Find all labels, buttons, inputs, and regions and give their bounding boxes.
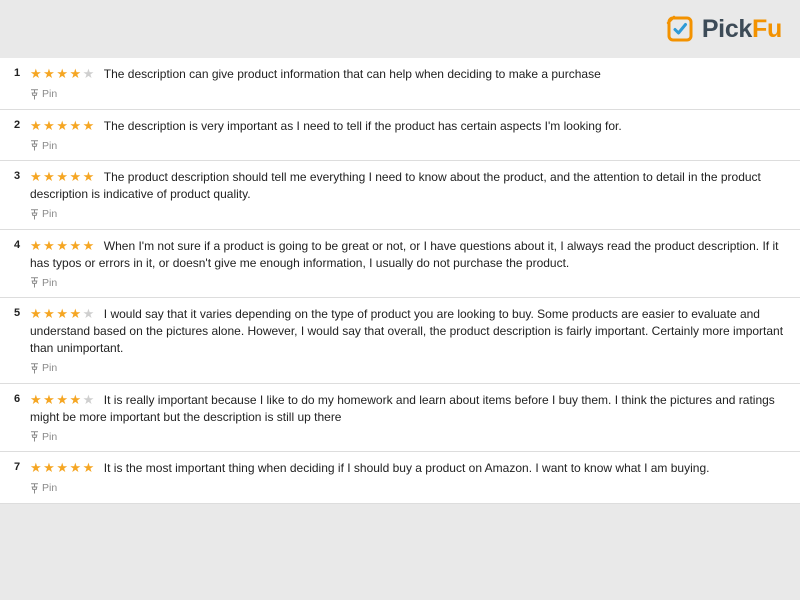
- response-text: It is really important because I like to do my homework and learn about items before I buy them. I think the pictures and ratings might be more important but the description is still up there: [30, 392, 775, 424]
- star-icon: ★: [30, 237, 44, 253]
- pin-label: Pin: [42, 208, 58, 220]
- pin-icon: [30, 89, 39, 100]
- star-icon: ★: [43, 117, 57, 133]
- star-icon: ★: [30, 460, 44, 475]
- response-content: [30, 66, 786, 83]
- response-content: [30, 169, 786, 203]
- star-rating: [30, 118, 96, 134]
- response-body: [30, 306, 786, 377]
- star-rating: [30, 306, 96, 322]
- pin-button[interactable]: [30, 277, 57, 289]
- pin-button[interactable]: [30, 362, 57, 374]
- star-icon: ★: [69, 169, 83, 184]
- star-icon: ★: [69, 66, 83, 81]
- star-icon: ★: [69, 237, 83, 253]
- response-content: [30, 118, 786, 135]
- pin-icon: [30, 431, 39, 442]
- pin-button[interactable]: [30, 140, 57, 152]
- response-text: The description can give product information that can help when deciding to make a purchase: [103, 67, 601, 81]
- star-icon: ★: [82, 306, 96, 321]
- star-icon: ★: [30, 391, 44, 407]
- pin-label: Pin: [42, 139, 58, 152]
- brand-name-part2: Fu: [752, 14, 782, 43]
- pin-button[interactable]: [30, 88, 57, 100]
- pin-button[interactable]: [30, 482, 57, 494]
- response-text: When I'm not sure if a product is going to be great or not, or I have questions about it, I always read the product description. If it has typos or errors in it, or doesn't give me enough information, I usually do not purchase the product.: [30, 238, 779, 270]
- star-icon: ★: [56, 237, 70, 253]
- star-icon: ★: [43, 169, 57, 184]
- pin-label: Pin: [42, 276, 58, 289]
- star-icon: ★: [82, 169, 96, 184]
- response-body: [30, 392, 786, 446]
- response-index: 6: [14, 392, 21, 405]
- star-icon: ★: [43, 460, 57, 475]
- star-rating: [30, 392, 96, 408]
- response-index: 4: [14, 238, 21, 251]
- response-text: The product description should tell me everything I need to know about the product, and the attention to detail in the product description is indicative of product quality.: [30, 170, 761, 201]
- star-rating: [30, 238, 96, 254]
- response-index: 1: [14, 67, 21, 79]
- response-body: [30, 460, 786, 497]
- star-icon: ★: [56, 306, 70, 321]
- brand-name-part1: Pick: [701, 14, 753, 43]
- star-icon: ★: [82, 460, 96, 475]
- brand-logo[interactable]: [665, 14, 782, 44]
- pin-label: Pin: [42, 88, 58, 100]
- star-icon: ★: [56, 460, 70, 475]
- response-body: [30, 169, 786, 223]
- response-text: I would say that it varies depending on the type of product you are looking to buy. Some products are easier to evaluate and understand based on the pictures alone. However, I would say that overall, the product description is fairly important. Certainly more important than unimportant.: [30, 307, 784, 355]
- star-icon: ★: [56, 391, 70, 407]
- star-rating: [30, 460, 96, 476]
- response-row: [0, 110, 800, 162]
- pin-icon: [30, 140, 39, 151]
- star-icon: ★: [30, 66, 44, 81]
- response-row: [0, 230, 800, 299]
- star-icon: ★: [69, 460, 83, 475]
- response-body: [30, 66, 786, 103]
- response-text: The description is very important as I need to tell if the product has certain aspects I'm looking for.: [103, 118, 622, 133]
- response-index: 2: [14, 118, 21, 131]
- response-row: [0, 384, 800, 453]
- star-icon: ★: [82, 391, 96, 407]
- star-icon: ★: [69, 391, 83, 407]
- pin-label: Pin: [42, 430, 58, 443]
- star-icon: ★: [43, 306, 57, 321]
- star-icon: ★: [56, 117, 70, 133]
- response-row: [0, 58, 800, 110]
- star-rating: [30, 169, 96, 185]
- star-icon: ★: [43, 391, 57, 407]
- star-icon: ★: [43, 66, 57, 81]
- star-icon: ★: [69, 117, 83, 133]
- pin-icon: [30, 483, 39, 494]
- response-row: [0, 452, 800, 504]
- pin-icon: [30, 363, 39, 374]
- response-content: [30, 392, 786, 426]
- star-icon: ★: [30, 117, 44, 133]
- star-icon: ★: [56, 66, 70, 81]
- star-icon: ★: [69, 306, 83, 321]
- response-content: [30, 238, 786, 272]
- pin-label: Pin: [42, 482, 58, 494]
- response-row: [0, 161, 800, 230]
- pickfu-logo-icon: [665, 14, 695, 44]
- star-icon: ★: [82, 66, 96, 81]
- star-icon: ★: [82, 237, 96, 253]
- response-index: 7: [14, 461, 21, 473]
- response-text: It is the most important thing when deciding if I should buy a product on Amazon. I want to know what I am buying.: [103, 461, 710, 475]
- pin-icon: [30, 277, 39, 288]
- response-index: 3: [14, 170, 21, 182]
- response-list: [0, 58, 800, 504]
- response-content: [30, 306, 786, 357]
- response-body: [30, 118, 786, 155]
- response-body: [30, 238, 786, 292]
- star-rating: [30, 66, 96, 82]
- response-row: [0, 298, 800, 384]
- pin-icon: [30, 209, 39, 220]
- response-content: [30, 460, 786, 477]
- star-icon: ★: [56, 169, 70, 184]
- pin-button[interactable]: [30, 431, 57, 443]
- brand-wordmark: [701, 14, 782, 43]
- star-icon: ★: [30, 169, 44, 184]
- star-icon: ★: [82, 117, 96, 133]
- star-icon: ★: [43, 237, 57, 253]
- page-header: [0, 0, 800, 58]
- pin-label: Pin: [42, 362, 58, 374]
- star-icon: ★: [30, 306, 44, 321]
- pin-button[interactable]: [30, 208, 57, 220]
- response-index: 5: [14, 307, 21, 319]
